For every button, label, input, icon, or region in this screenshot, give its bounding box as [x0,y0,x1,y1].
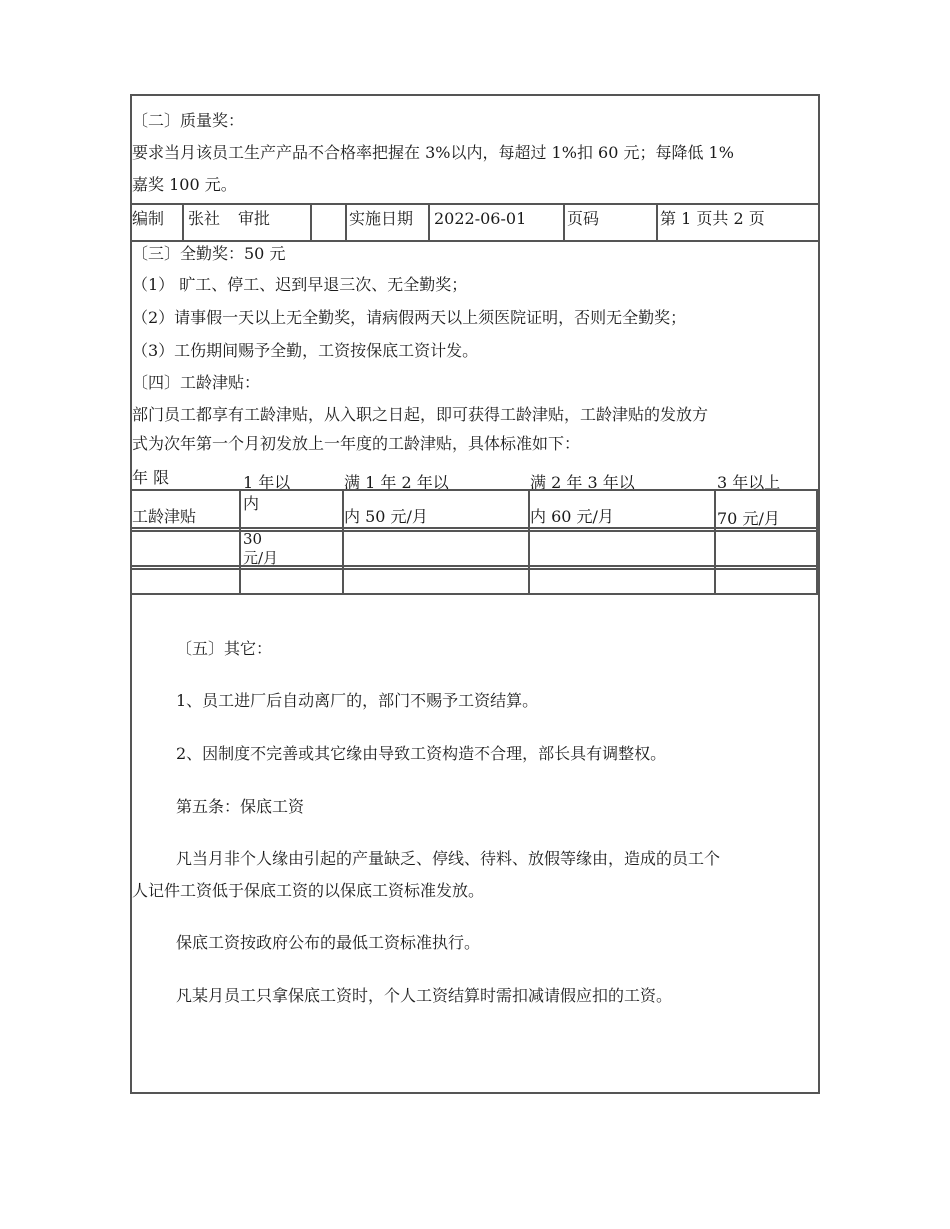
table-border [239,489,241,595]
effective-date-value: 2022-06-01 [434,209,527,228]
table-col2-value: 内 50 元/月 [344,507,428,526]
table-col1-value: 30 [243,530,263,548]
table-col1-head-cont: 内 [243,494,260,513]
label-effective-date: 实施日期 [349,209,414,228]
table-head-label: 年 限 [132,468,170,487]
header-divider [310,203,312,242]
table-border [816,489,818,595]
table-col4-head: 3 年以上 [717,473,781,492]
table-col3-value: 内 60 元/月 [530,507,614,526]
section5-title: 〔五〕其它： [176,639,273,658]
section2-line2: 嘉奖 100 元。 [132,175,237,194]
section3-item: （3）工伤期间赐予全勤，工资按保底工资计发。 [132,341,479,360]
header-row-bottom-border [130,240,820,242]
section2-line1: 要求当月该员工生产产品不合格率把握在 3%以内，每超过 1%扣 60 元；每降低 1% [132,143,734,162]
section4-title: 〔四〕工龄津贴： [132,373,261,392]
section3-title: 〔三〕全勤奖：50 元 [132,244,286,263]
table-border [528,489,530,595]
article5-paragraph1-line2: 人记件工资低于保底工资的以保底工资标准发放。 [132,881,485,900]
header-divider [656,203,658,242]
table-border [714,489,716,595]
header-divider [428,203,430,242]
section3-item: （1） 旷工、停工、迟到早退三次、无全勤奖； [132,275,468,294]
section4-line2: 式为次年第一个月初发放上一年度的工龄津贴，具体标准如下： [132,434,581,453]
article5-title: 第五条：保底工资 [176,797,305,816]
section2-title: 〔二〕质量奖： [132,111,245,130]
label-approve: 审批 [238,209,271,228]
label-page: 页码 [567,209,600,228]
section5-item: 2、因制度不完善或其它缘由导致工资构造不合理，部长具有调整权。 [176,744,667,763]
table-row-label: 工龄津贴 [132,507,197,526]
table-border [342,489,344,595]
table-col1-head: 1 年以 [243,473,291,492]
article5-paragraph3: 凡某月员工只拿保底工资时，个人工资结算时需扣减请假应扣的工资。 [176,986,673,1005]
section4-line1: 部门员工都享有工龄津贴，从入职之日起，即可获得工龄津贴，工龄津贴的发放方 [132,405,709,424]
label-author: 编制 [132,209,165,228]
section3-item: （2）请事假一天以上无全勤奖，请病假两天以上须医院证明，否则无全勤奖； [132,308,687,327]
page-value: 第 1 页共 2 页 [660,209,765,228]
section5-item: 1、员工进厂后自动离厂的，部门不赐予工资结算。 [176,691,539,710]
author-value: 张社 [188,209,221,228]
table-col2-head: 满 1 年 2 年以 [344,473,449,492]
table-col3-head: 满 2 年 3 年以 [530,473,635,492]
table-col1-value-unit: 元/月 [243,549,279,567]
header-divider [182,203,184,242]
header-divider [345,203,347,242]
article5-paragraph2: 保底工资按政府公布的最低工资标准执行。 [176,933,481,952]
header-divider [563,203,565,242]
article5-paragraph1-line1: 凡当月非个人缘由引起的产量缺乏、停线、待料、放假等缘由，造成的员工个 [176,849,721,868]
table-col4-value: 70 元/月 [717,509,780,528]
header-row-top-border [130,203,820,205]
